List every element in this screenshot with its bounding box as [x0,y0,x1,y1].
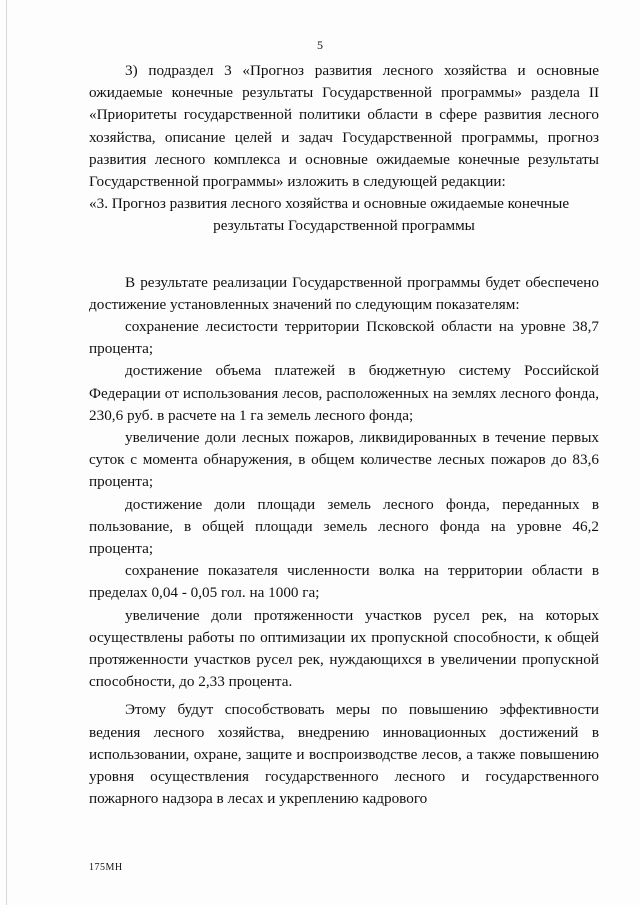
document-code: 175МН [89,862,123,873]
page-edge-line [6,0,7,905]
indicator-land-use-share: достижение доли площади земель лесного фонда, переданных в пользование, в общей площади земель лесного фонда на уровне 46,2 процента; [89,495,599,558]
indicator-forest-cover: сохранение лесистости территории Псковской области на уровне 38,7 процента; [89,318,599,358]
indicator-budget-payments: достижение объема платежей в бюджетную систему Российской Федерации от использования лесов, расположенных на землях лесного фонда, 230,6 руб. в расчете на 1 га земель лесного фонда; [89,362,599,424]
spacer [89,238,599,272]
section-heading-line-1: «3. Прогноз развития лесного хозяйства и основные ожидаемые конечные [89,195,570,213]
amendment-paragraph: 3) подраздел 3 «Прогноз развития лесного хозяйства и основные ожидаемые конечные результаты Государственной программы» раздела II «Приоритеты государственной политики области в сфере развития лесного хозяйства, описание целей и задач Государственной программы, прогноз развития лесного комплекса и основные ожидаемые конечные результаты Государственной программы» изложить в следующей редакции: [89,62,599,191]
section-heading-line-2: результаты Государственной программы [213,217,475,235]
closing-paragraph: Этому будут способствовать меры по повышению эффективности ведения лесного хозяйства, внедрению инновационных достижений в использовании, охране, защите и воспроизводстве лесов, а также повышению уровня осуществления государственного лесного и государственного пожарного надзора в лесах и укреплению кадрового [89,701,599,808]
indicator-fire-suppression: увеличение доли лесных пожаров, ликвидированных в течение первых суток с момента обнаружения, в общем количестве лесных пожаров до 83,6 процента; [89,429,599,491]
page-number: 5 [317,38,323,52]
indicator-wolf-population: сохранение показателя численности волка на территории области в пределах 0,04 - 0,05 гол. на 1000 га; [89,562,599,602]
intro-paragraph: В результате реализации Государственной программы будет обеспечено достижение установленных значений по следующим показателям: [89,273,599,313]
indicator-riverbed-capacity: увеличение доли протяженности участков русел рек, на которых осуществлены работы по оптимизации их пропускной способности, к общей протяженности участков русел рек, нуждающихся в увеличении пропускной способности, до 2,33 процента. [89,606,599,691]
document-body [89,60,599,811]
